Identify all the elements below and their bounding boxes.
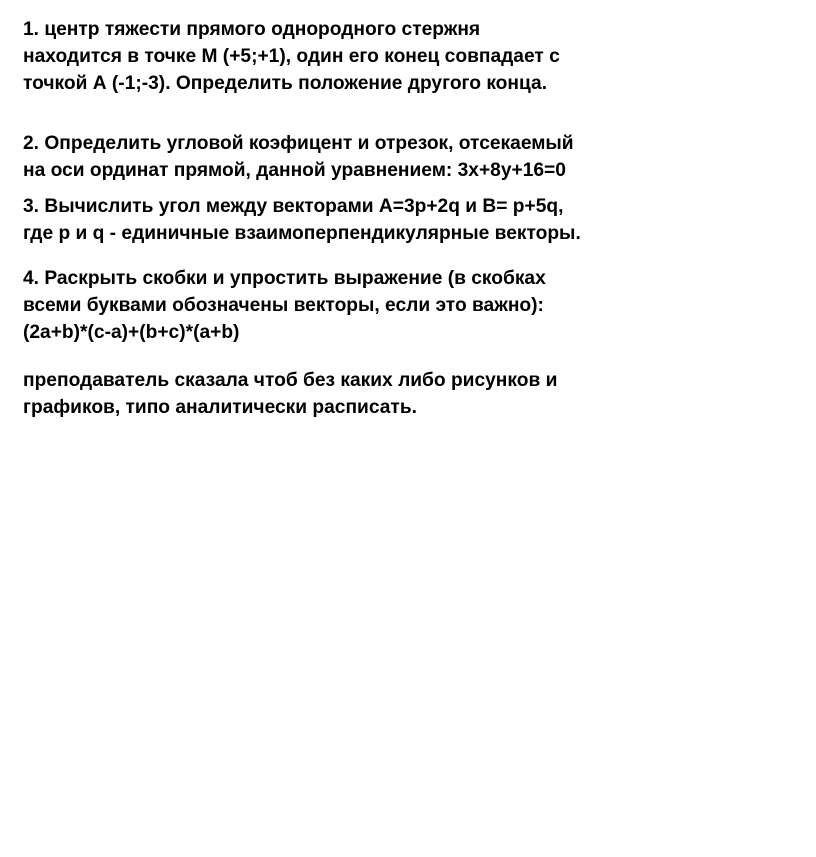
task-3-line-2: где р и q - единичные взаимоперпендикулярные векторы. bbox=[23, 223, 581, 244]
task-4-line-2: всеми буквами обозначены векторы, если это важно): bbox=[23, 295, 544, 316]
task-3 bbox=[23, 193, 803, 247]
task-4-line-1: 4. Раскрыть скобки и упростить выражение (в скобках bbox=[23, 268, 546, 289]
task-2-line-1: 2. Определить угловой коэфицент и отрезок, отсекаемый bbox=[23, 133, 574, 154]
teacher-note bbox=[23, 367, 803, 421]
task-3-line-1: 3. Вычислить угол между векторами А=3р+2q и В= р+5q, bbox=[23, 196, 564, 217]
task-2 bbox=[23, 130, 803, 184]
task-1-line-3: точкой А (-1;-3). Определить положение другого конца. bbox=[23, 73, 548, 94]
task-1-line-2: находится в точке М (+5;+1), один его конец совпадает с bbox=[23, 46, 560, 67]
task-4 bbox=[23, 265, 803, 346]
task-2-line-2: на оси ординат прямой, данной уравнением: 3х+8у+16=0 bbox=[23, 160, 566, 181]
teacher-note-line-1: преподаватель сказала чтоб без каких либо рисунков и bbox=[23, 370, 558, 391]
document-body bbox=[23, 16, 803, 421]
teacher-note-line-2: графиков, типо аналитически расписать. bbox=[23, 397, 417, 418]
task-4-expression: (2а+b)*(с-а)+(b+с)*(а+b) bbox=[23, 322, 240, 343]
task-1-line-1: 1. центр тяжести прямого однородного стержня bbox=[23, 19, 481, 40]
task-1 bbox=[23, 16, 803, 97]
